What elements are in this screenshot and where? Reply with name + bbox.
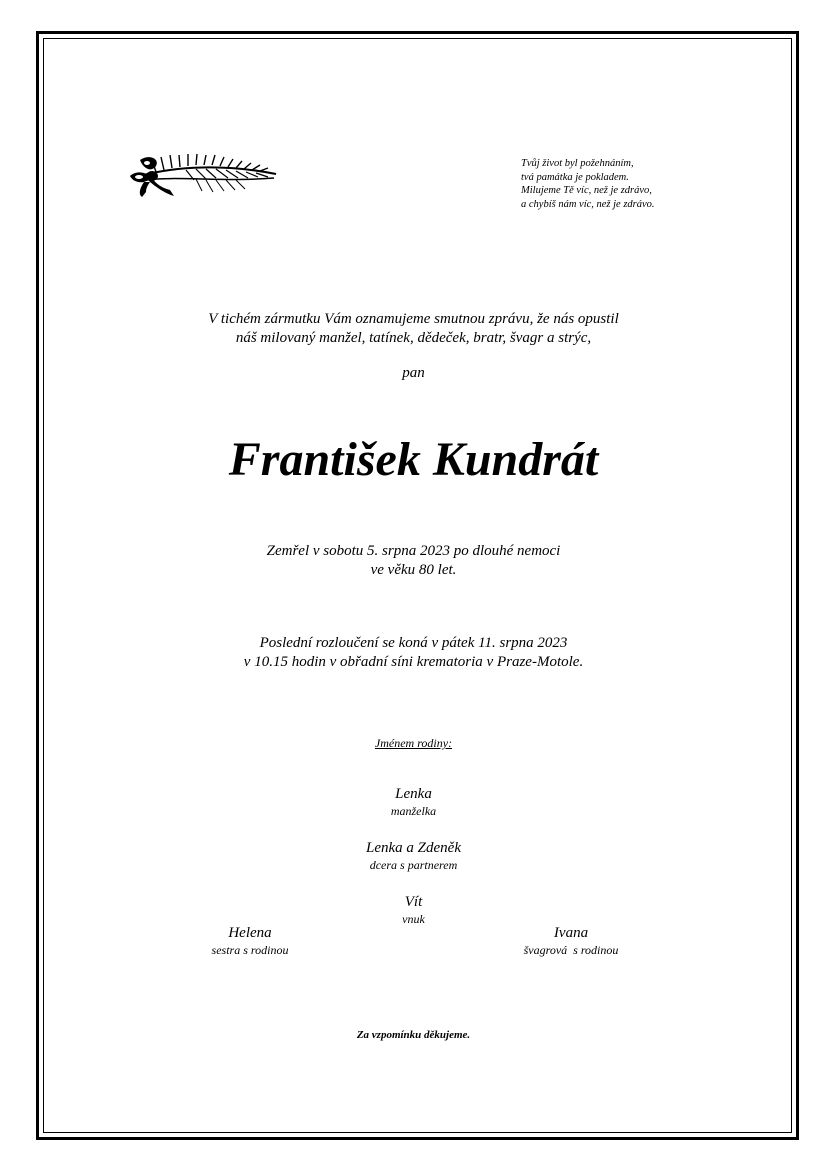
salutation: pan: [402, 365, 425, 381]
family-heading: [0, 736, 827, 751]
intro-line: náš milovaný manžel, tatínek, dědeček, bratr, švagr a strýc,: [235, 330, 592, 346]
member-name: Vít: [404, 894, 423, 910]
member-relation: manželka: [390, 804, 437, 818]
family-member-sister-in-law: [471, 925, 671, 958]
funeral-info: [0, 634, 827, 672]
death-line: Zemřel v sobotu 5. srpna 2023 po dlouhé nemoci: [266, 543, 561, 559]
death-info: [0, 542, 827, 580]
family-heading-text: Jménem rodiny:: [374, 736, 453, 750]
member-relation: vnuk: [402, 912, 425, 926]
family-member-sister: [150, 925, 350, 958]
member-name: Helena: [228, 925, 272, 941]
deceased-name: František Kundrát: [228, 433, 599, 486]
verse-line: tvá památka je pokladem.: [521, 171, 629, 183]
family-member-daughter: [0, 840, 827, 873]
verse-line: a chybíš nám víc, než je zdrávo.: [521, 198, 655, 210]
family-member-grandson: [0, 894, 827, 927]
inner-border: [43, 38, 792, 1133]
funeral-line: Poslední rozloučení se koná v pátek 11. srpna 2023: [259, 635, 568, 651]
funeral-line: v 10.15 hodin v obřadní síni krematoria v Praze-Motole.: [243, 654, 584, 670]
member-relation: švagrová s rodinou: [523, 943, 619, 957]
memorial-verse: [521, 157, 655, 211]
member-name: Lenka: [395, 786, 432, 802]
palm-branch-icon: [126, 150, 278, 198]
family-member-wife: [0, 786, 827, 819]
member-name: Ivana: [553, 925, 589, 941]
member-relation: dcera s partnerem: [369, 858, 458, 872]
announcement-intro: [0, 310, 827, 348]
member-name: Lenka a Zdeněk: [366, 840, 461, 856]
verse-line: Tvůj život byl požehnáním,: [521, 158, 634, 169]
member-relation: sestra s rodinou: [211, 943, 289, 957]
intro-line: V tichém zármutku Vám oznamujeme smutnou zprávu, že nás opustil: [208, 311, 619, 327]
verse-line: Milujeme Tě víc, než je zdrávo,: [521, 185, 652, 196]
thanks-note: Za vzpomínku děkujeme.: [356, 1029, 471, 1041]
death-line: ve věku 80 let.: [370, 562, 457, 578]
